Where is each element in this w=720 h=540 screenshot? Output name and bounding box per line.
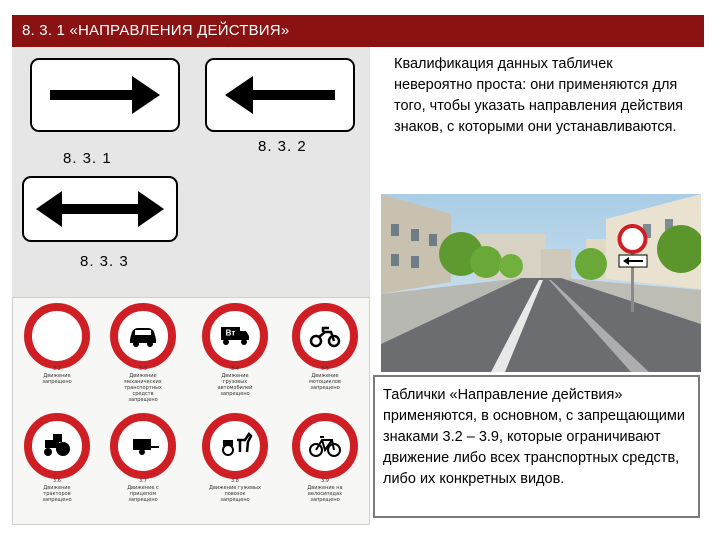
sign-caption-line: тракторов <box>43 491 71 497</box>
prohibition-sign-3-5 <box>296 307 354 391</box>
sign-caption-line: запрещено <box>310 385 340 391</box>
prohibition-sign-3-7 <box>114 417 172 503</box>
sign-caption-line: запрещено <box>220 497 250 503</box>
sign-caption-line: средств <box>132 391 154 397</box>
sign-plate-8-3-1 <box>30 58 180 132</box>
sign-caption-line: Движение на <box>307 485 343 491</box>
sign-number: 3.4 <box>231 366 239 372</box>
prohibition-sign-3-8 <box>206 417 264 503</box>
prohibition-sign-3-4 <box>206 307 264 397</box>
sign-caption-line: мотоциклов <box>309 379 341 385</box>
sign-caption-line: Движение <box>129 373 157 379</box>
sign-caption-line: запрещено <box>42 497 72 503</box>
sign-plate-8-3-3 <box>22 176 178 242</box>
sign-caption-line: механических <box>124 379 162 385</box>
sign-caption-line: грузовых <box>222 379 248 385</box>
sign-code-8-3-1: 8. 3. 1 <box>63 150 112 167</box>
sign-caption-line: автомобилей <box>217 385 253 391</box>
sign-number: 3.6 <box>53 478 61 484</box>
arrow-left-icon <box>207 60 353 130</box>
street-photo <box>381 194 701 372</box>
sign-code-8-3-3: 8. 3. 3 <box>80 253 129 270</box>
sign-code-8-3-2: 8. 3. 2 <box>258 138 307 155</box>
sign-caption-line: повозок <box>224 491 246 497</box>
sign-number: 3.7 <box>139 478 147 484</box>
sign-number: 3.8 <box>231 478 239 484</box>
double-arrow-icon <box>24 178 176 240</box>
sign-caption-line: Движение <box>43 373 71 379</box>
sign-caption-line: запрещено <box>310 497 340 503</box>
application-text: Таблички «Направление действия» применяются, в основном, с запрещающими знаками 3.2 – 3.9, которые ограничивают движение либо всех транспортных средств, либо их конкретных видов. <box>373 375 700 518</box>
sign-number: 3.2 <box>53 366 61 372</box>
sign-caption-line: запрещено <box>42 379 72 385</box>
sign-number: 3.9 <box>321 478 329 484</box>
svg-text:Bт: Bт <box>225 328 236 338</box>
sign-caption-line: велосипедах <box>307 491 343 497</box>
sign-caption-line: прицепом <box>129 491 157 497</box>
sign-caption-line: запрещено <box>128 397 158 403</box>
slide-title: 8. 3. 1 «НАПРАВЛЕНИЯ ДЕЙСТВИЯ» <box>12 15 704 47</box>
prohibition-sign-3-9 <box>296 417 354 503</box>
sign-caption-line: Движение <box>221 373 249 379</box>
prohibition-sign-3-3 <box>114 307 172 403</box>
sign-caption-line: Движение с <box>127 485 159 491</box>
sign-caption-line: транспортных <box>124 385 162 391</box>
sign-caption-line: Движение гужевых <box>209 485 261 491</box>
arrow-right-icon <box>32 60 178 130</box>
sign-number: 3.3 <box>139 366 147 372</box>
sign-plate-8-3-2 <box>205 58 355 132</box>
prohibition-signs-sheet <box>12 297 370 525</box>
prohibition-sign-3-2 <box>28 307 86 385</box>
sign-number: 3.5 <box>321 366 329 372</box>
prohibition-sign-3-6 <box>28 417 86 503</box>
intro-text: Квалификация данных табличек невероятно проста: они применяются для того, чтобы указать направления действия знаков, с которыми они устанавливаются. <box>394 56 684 135</box>
sign-caption-line: Движение <box>43 485 71 491</box>
sign-caption-line: запрещено <box>128 497 158 503</box>
sign-caption-line: запрещено <box>220 391 250 397</box>
sign-caption-line: Движение <box>311 373 339 379</box>
